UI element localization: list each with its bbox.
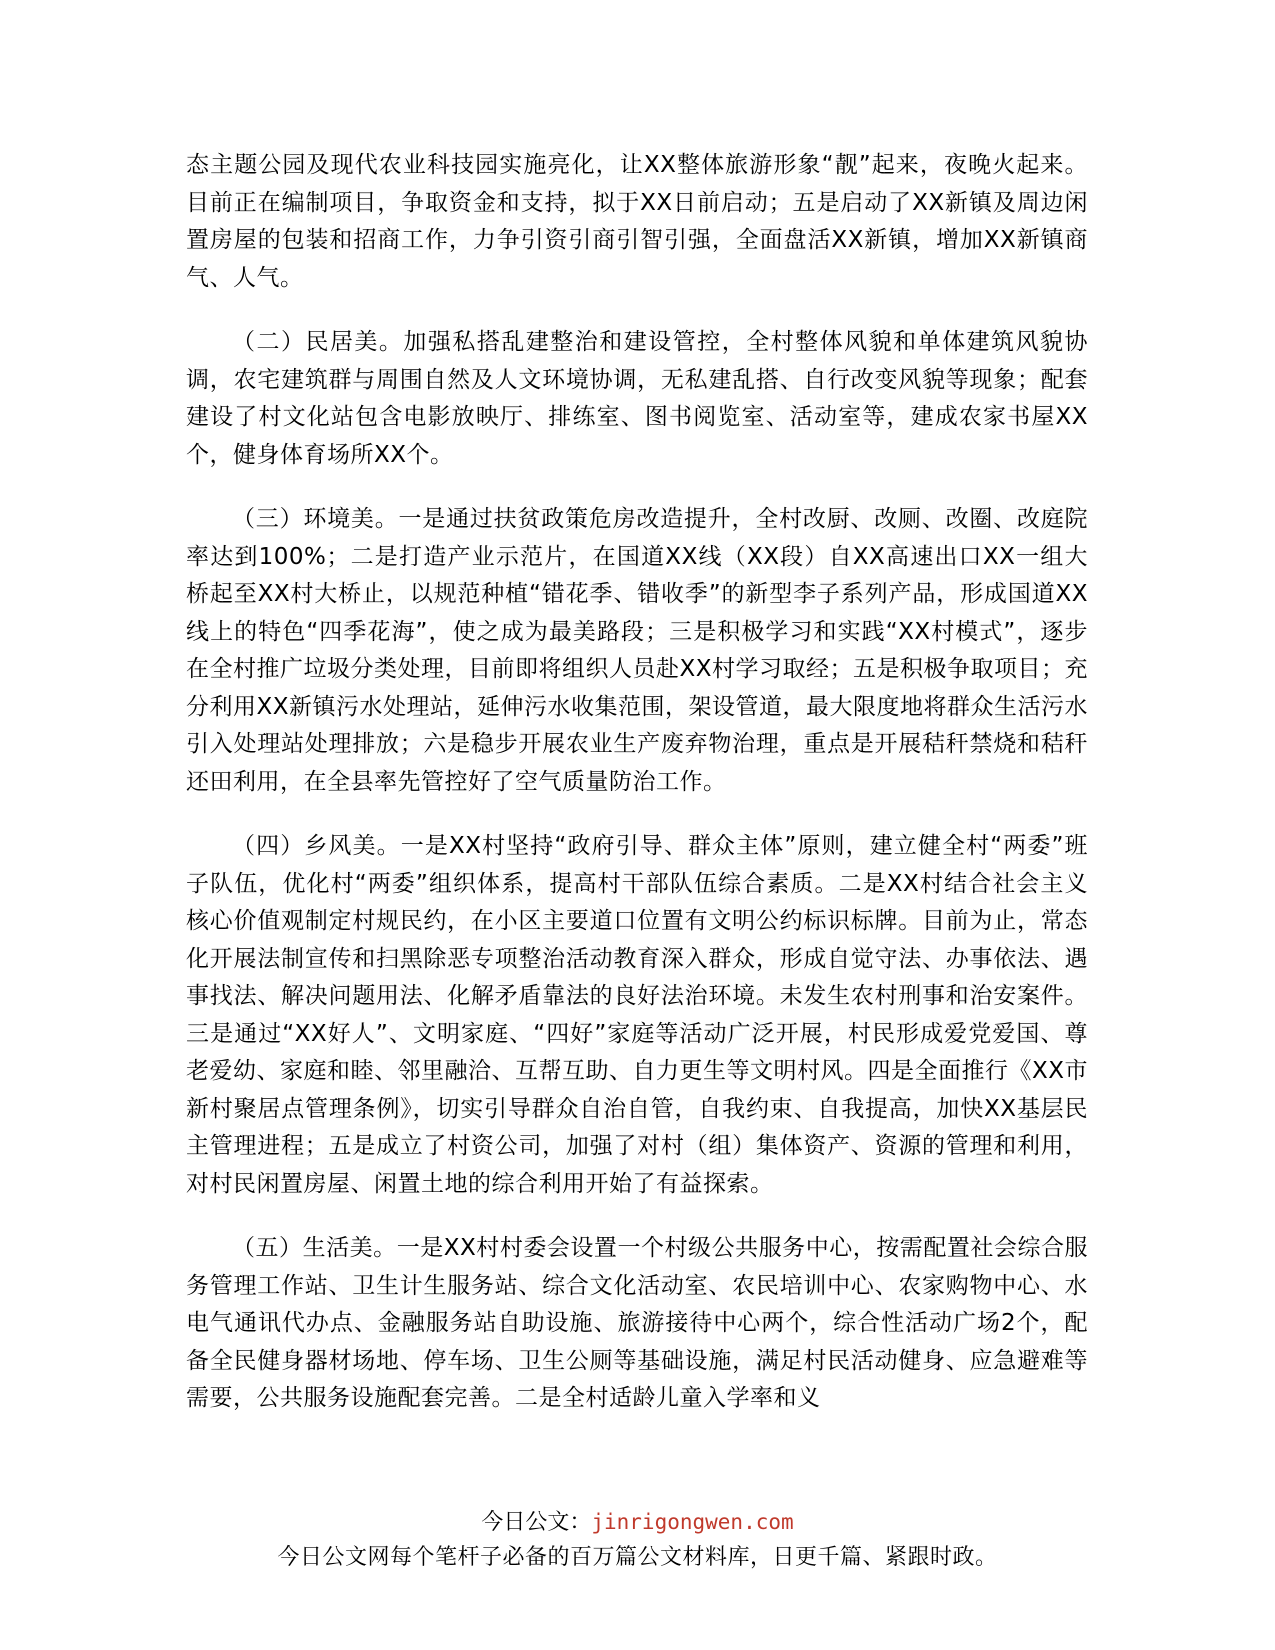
paragraph-continuation: 态主题公园及现代农业科技园实施亮化，让XX整体旅游形象“靓”起来，夜晚火起来。目前正在编制项目，争取资金和支持，拟于XX日前启动；五是启动了XX新镇及周边闲置房屋的包装和招商工作，力争引资引商引智引强，全面盘活XX新镇，增加XX新镇商气、人气。 [186, 152, 1088, 291]
footer-tagline: 今日公文网每个笔杆子必备的百万篇公文材料库，日更千篇、紧跟时政。 [277, 1545, 998, 1570]
paragraph-residential-beauty: （二）民居美。加强私搭乱建整治和建设管控，全村整体风貌和单体建筑风貌协调，农宅建筑群与周围自然及人文环境协调，无私建乱搭、自行改变风貌等现象；配套建设了村文化站包含电影放映厅、排练室、图书阅览室、活动室等，建成农家书屋XX个，健身体育场所XX个。 [186, 329, 1088, 468]
paragraph-environment-beauty: （三）环境美。一是通过扶贫政策危房改造提升，全村改厨、改厕、改圈、改庭院率达到100%；二是打造产业示范片，在国道XX线（XX段）自XX高速出口XX一组大桥起至XX村大桥止，以规范种植“错花季、错收季”的新型李子系列产品，形成国道XX线上的特色“四季花海”，使之成为最美路段；三是积极学习和实践“XX村模式”，逐步在全村推广垃圾分类处理，目前即将组织人员赴XX村学习取经；五是积极争取项目；充分利用XX新镇污水处理站，延伸污水收集范围，架设管道，最大限度地将群众生活污水引入处理站处理排放；六是稳步开展农业生产废弃物治理，重点是开展秸秆禁烧和秸秆还田利用，在全县率先管控好了空气质量防治工作。 [186, 506, 1089, 795]
footer-site-line [0, 1507, 1275, 1538]
footer-site-url[interactable]: jinrigongwen.com [591, 1510, 794, 1534]
paragraph-life-beauty: （五）生活美。一是XX村村委会设置一个村级公共服务中心，按需配置社会综合服务管理工作站、卫生计生服务站、综合文化活动室、农民培训中心、农家购物中心、水电气通讯代办点、金融服务站自助设施、旅游接待中心两个，综合性活动广场2个，配备全民健身器材场地、停车场、卫生公厕等基础设施，满足村民活动健身、应急避难等需要，公共服务设施配套完善。二是全村适龄儿童入学率和义 [186, 1235, 1088, 1411]
footer-site-label: 今日公文： [481, 1510, 592, 1535]
document-body [186, 147, 1088, 1445]
paragraph-rural-customs-beauty: （四）乡风美。一是XX村坚持“政府引导、群众主体”原则，建立健全村“两委”班子队伍，优化村“两委”组织体系，提高村干部队伍综合素质。二是XX村结合社会主义核心价值观制定村规民约，在小区主要道口位置有文明公约标识标牌。目前为止，常态化开展法制宣传和扫黑除恶专项整治活动教育深入群众，形成自觉守法、办事依法、遇事找法、解决问题用法、化解矛盾靠法的良好法治环境。未发生农村刑事和治安案件。三是通过“XX好人”、文明家庭、“四好”家庭等活动广泛开展，村民形成爱党爱国、尊老爱幼、家庭和睦、邻里融洽、互帮互助、自力更生等文明村风。四是全面推行《XX市新村聚居点管理条例》，切实引导群众自治自管，自我约束、自我提高，加快XX基层民主管理进程；五是成立了村资公司，加强了对村（组）集体资产、资源的管理和利用，对村民闲置房屋、闲置土地的综合利用开始了有益探索。 [186, 833, 1089, 1197]
